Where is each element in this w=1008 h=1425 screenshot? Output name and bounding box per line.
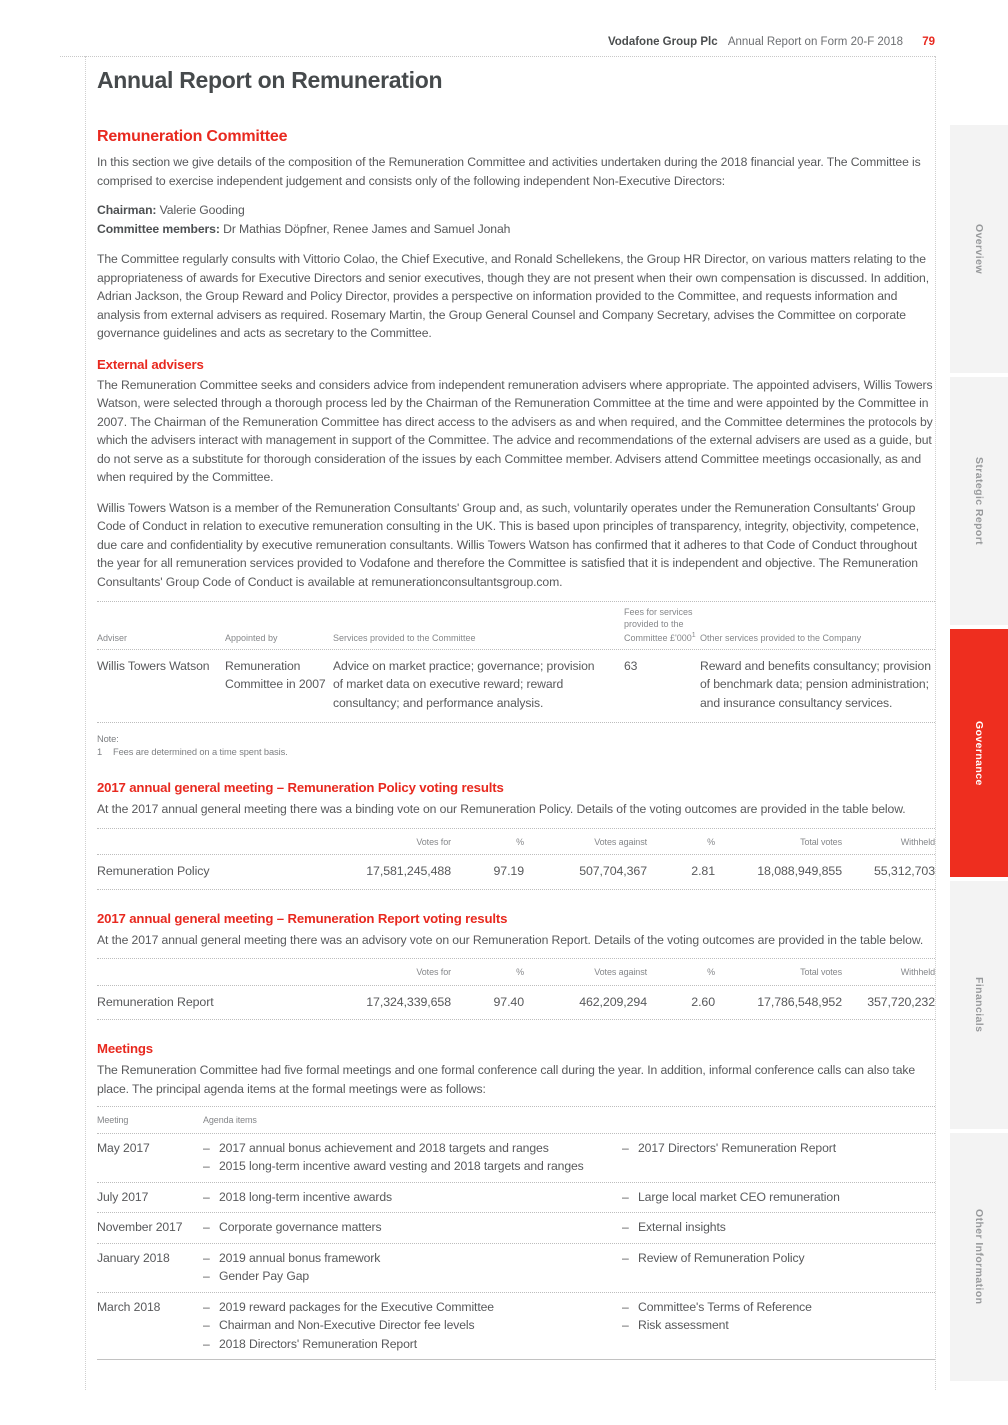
cell-votes-for: 17,324,339,658 — [366, 994, 451, 1009]
section-heading-policy-voting: 2017 annual general meeting – Remuneration Policy voting results — [97, 780, 504, 795]
sidebar-tab-label: Overview — [973, 224, 985, 274]
dash-bullet: – — [622, 1299, 629, 1314]
meeting-row-may-2017 — [97, 1134, 935, 1183]
chairman-line — [97, 201, 935, 220]
cell-other-services: Reward and benefits consultancy; provision of benchmark data; pension administration; and insurance consultancy services. — [700, 658, 931, 710]
meetings-table — [97, 1106, 935, 1360]
members-names: Dr Mathias Döpfner, Renee James and Samuel Jonah — [219, 221, 511, 236]
cell-meeting-date: May 2017 — [97, 1140, 150, 1155]
cell-agenda-right — [622, 1139, 935, 1176]
dash-bullet: – — [203, 1140, 210, 1155]
dash-bullet: – — [622, 1250, 629, 1265]
policy-voting-section — [97, 780, 935, 890]
report-voting-description: At the 2017 annual general meeting there was an advisory vote on our Remuneration Report. Details of the voting outcomes are provided in the table below. — [97, 932, 924, 947]
cell-agenda-right — [622, 1249, 935, 1286]
agenda-item: – Corporate governance matters — [203, 1218, 608, 1237]
agenda-item: – Risk assessment — [622, 1316, 935, 1335]
agenda-item: – 2019 annual bonus framework — [203, 1249, 608, 1268]
voting-table-row — [97, 855, 935, 890]
agenda-item: – Review of Remuneration Policy — [622, 1249, 935, 1268]
col-header-withheld: Withheld — [900, 967, 935, 977]
fees-footnote-ref: 1 — [691, 632, 696, 639]
col-header-blank — [622, 1111, 935, 1130]
agenda-item: – 2018 long-term incentive awards — [203, 1188, 608, 1207]
col-header-votes-for: Votes for — [416, 836, 451, 847]
cell-agenda-right — [622, 1218, 935, 1237]
cell-votes-against: 462,209,294 — [579, 994, 647, 1009]
note-number: 1 — [97, 747, 103, 757]
col-header-meeting: Meeting — [97, 1115, 129, 1125]
cell-agenda-left — [203, 1249, 622, 1286]
voting-table-row — [97, 986, 935, 1021]
col-header-percent-against: % — [707, 967, 715, 977]
col-header-blank — [97, 833, 287, 852]
chairman-name: Valerie Gooding — [156, 203, 245, 217]
col-header-adviser: Adviser — [97, 633, 128, 643]
col-header-blank — [97, 963, 287, 982]
cell-withheld: 357,720,232 — [867, 994, 935, 1009]
col-header-other-services: Other services provided to the Company — [700, 633, 862, 643]
col-header-percent-against: % — [707, 836, 715, 847]
col-header-total-votes: Total votes — [800, 836, 842, 847]
meeting-row-july-2017 — [97, 1183, 935, 1214]
sidebar-tab-label: Other Information — [973, 1209, 985, 1305]
sidebar-tab-governance[interactable] — [950, 629, 1008, 877]
section-heading-remuneration-committee: Remuneration Committee — [97, 128, 288, 145]
cell-percent-against: 2.81 — [691, 864, 715, 878]
cell-total-votes: 18,088,949,855 — [757, 864, 842, 878]
external-advisers-paragraph-2: Willis Towers Watson is a member of the Remuneration Consultants' Group and, as such, voluntarily operates under the Remuneration Consultants' Group Code of Conduct in relation to executive remuneration consulting in the UK. This is based upon principles of transparency, integrity, objectivity, competence, due care and confidentiality by executive remuneration consultants. Willis Towers Watson has confirmed that it adheres to that Code of Conduct throughout the year for all remuneration services provided to Vodafone and therefore the Committee is satisfied that it is independent and objective. The Remuneration Consultants' Group Code of Conduct is available at remunerationconsultantsgroup.com. — [97, 500, 919, 589]
table-note — [97, 733, 935, 759]
dash-bullet: – — [203, 1299, 210, 1314]
dash-bullet: – — [203, 1220, 210, 1234]
section-heading-meetings: Meetings — [97, 1041, 153, 1056]
col-header-votes-against: Votes against — [594, 836, 647, 847]
col-header-total-votes: Total votes — [800, 967, 842, 977]
agenda-item: – Committee's Terms of Reference — [622, 1298, 935, 1317]
agenda-item: – External insights — [622, 1218, 935, 1237]
cell-meeting-date: January 2018 — [97, 1250, 170, 1265]
cell-agenda-right — [622, 1298, 935, 1354]
cell-percent-against: 2.60 — [691, 994, 715, 1009]
adviser-table-header-row — [97, 602, 935, 650]
committee-consultation-paragraph: The Committee regularly consults with Vittorio Colao, the Chief Executive, and Ronald Schellekens, the Group HR Director, on various matters relating to the appropriateness of awards for Executive Directors and senior executives, though they are not present when their own compensation is discussed. In addition, Adrian Jackson, the Group Reward and Policy Director, provides a perspective on information provided to the Committee, and requests information and analysis from external advisers as required. Rosemary Martin, the Group General Counsel and Company Secretary, advises the Committee on corporate governance guidelines and acts as secretary to the Committee. — [97, 252, 930, 340]
dash-bullet: – — [622, 1220, 629, 1234]
members-line — [97, 220, 935, 239]
cell-meeting-date: November 2017 — [97, 1220, 183, 1234]
meetings-table-header-row — [97, 1106, 935, 1134]
col-header-percent-for: % — [516, 967, 524, 977]
external-advisers-paragraph-1: The Remuneration Committee seeks and considers advice from independent remuneration advisers where appropriate. The appointed advisers, Willis Towers Watson, were selected through a thorough process led by the Chairman of the Remuneration Committee at the time and were appointed by the Committee in 2007. The Chairman of the Remuneration Committee has direct access to the advisers as and when required, and the Committee determines the protocols by which the advisers interact with management in support of the Committee. The advice and recommendations of the external advisers are used as a guide, but do not serve as a substitute for thorough consideration of the issues by each Committee member. Advisers attend Committee meetings occasionally, as and when required by the Committee. — [97, 377, 933, 484]
cell-withheld: 55,312,703 — [873, 864, 935, 878]
col-header-fees: Fees for services provided to the Committee $£'000^1$ — [624, 607, 696, 643]
page-title: Annual Report on Remuneration — [97, 67, 443, 93]
policy-voting-description: At the 2017 annual general meeting there was a binding vote on our Remuneration Policy. Details of the voting outcomes are provided in the table below. — [97, 802, 906, 816]
sidebar-tab-financials[interactable] — [950, 881, 1008, 1129]
adviser-table-row — [97, 650, 935, 724]
agenda-item: – 2018 Directors' Remuneration Report — [203, 1335, 608, 1354]
dash-bullet: – — [203, 1318, 210, 1332]
agenda-item: – Gender Pay Gap — [203, 1267, 608, 1286]
cell-appointed-by: Remuneration Committee in 2007 — [225, 658, 326, 691]
page-header — [608, 36, 935, 48]
cell-percent-for: 97.40 — [493, 994, 524, 1009]
meeting-row-march-2018 — [97, 1293, 935, 1361]
sidebar-tab-label: Governance — [973, 720, 985, 786]
cell-agenda-left — [203, 1188, 622, 1207]
col-header-appointed-by: Appointed by — [225, 633, 278, 643]
note-label: Note: — [97, 734, 119, 744]
note-item — [97, 746, 935, 759]
cell-fees: 63 — [624, 658, 638, 673]
col-header-votes-against: Votes against — [594, 967, 647, 977]
note-text: Fees are determined on a time spent basis. — [113, 747, 288, 757]
cell-row-label: Remuneration Policy — [97, 864, 210, 878]
voting-table-header-row — [97, 828, 935, 856]
committee-membership — [97, 201, 935, 238]
dash-bullet: – — [622, 1140, 629, 1155]
committee-intro-paragraph: In this section we give details of the composition of the Remuneration Committee and activities undertaken during the 2018 financial year. The Committee is comprised to exercise independent judgement and consists only of the following independent Non-Executive Directors: — [97, 155, 921, 188]
col-header-percent-for: % — [516, 836, 524, 847]
sidebar-tab-strategic-report[interactable] — [950, 377, 1008, 625]
page-frame-right — [935, 56, 936, 1390]
dash-bullet: – — [203, 1250, 210, 1265]
meetings-section — [97, 1041, 935, 1360]
meeting-row-november-2017 — [97, 1213, 935, 1244]
page-number: 79 — [922, 36, 935, 48]
cell-services: Advice on market practice; governance; provision of market data on executive reward; reward consultancy; and performance analysis. — [333, 658, 595, 710]
chairman-label: Chairman: — [97, 203, 157, 217]
dash-bullet: – — [203, 1336, 210, 1351]
cell-agenda-left — [203, 1298, 622, 1354]
section-heading-report-voting: 2017 annual general meeting – Remuneration Report voting results — [97, 910, 508, 926]
sidebar-tab-label: Strategic Report — [973, 456, 985, 546]
meeting-row-january-2018 — [97, 1244, 935, 1293]
cell-adviser: Willis Towers Watson — [97, 658, 210, 673]
page-frame-left — [85, 56, 86, 1390]
cell-row-label: Remuneration Report — [97, 994, 214, 1009]
section-heading-external-advisers: External advisers — [97, 356, 204, 372]
agenda-item: – 2019 reward packages for the Executive Committee — [203, 1298, 608, 1317]
cell-agenda-left — [203, 1139, 622, 1176]
voting-table-header-row — [97, 958, 935, 986]
sidebar-tab-other-information[interactable] — [950, 1133, 1008, 1381]
col-header-votes-for: Votes for — [416, 967, 451, 977]
report-name: Annual Report on Form 20-F 2018 — [727, 36, 903, 48]
agenda-item: – Large local market CEO remuneration — [622, 1188, 935, 1207]
dash-bullet: – — [203, 1189, 210, 1204]
policy-voting-table — [97, 828, 935, 890]
dash-bullet: – — [622, 1318, 629, 1332]
brand-name: Vodafone Group Plc — [607, 36, 718, 48]
col-header-agenda-items: Agenda items — [203, 1115, 257, 1125]
cell-total-votes: 17,786,548,952 — [757, 994, 842, 1009]
agenda-item: – 2017 annual bonus achievement and 2018 targets and ranges — [203, 1139, 608, 1158]
agenda-item: – 2015 long-term incentive award vesting and 2018 targets and ranges — [203, 1157, 608, 1176]
dash-bullet: – — [203, 1269, 210, 1283]
page-content — [97, 56, 935, 1360]
cell-percent-for: 97.19 — [493, 864, 524, 878]
cell-votes-against: 507,704,367 — [579, 864, 647, 878]
sidebar-tab-label: Financials — [973, 977, 985, 1033]
col-header-services: Services provided to the Committee — [333, 633, 476, 643]
members-label: Committee members: — [97, 221, 220, 236]
col-header-withheld: Withheld — [900, 836, 935, 847]
cell-votes-for: 17,581,245,488 — [366, 864, 451, 878]
dash-bullet: – — [622, 1189, 629, 1204]
cell-agenda-right — [622, 1188, 935, 1207]
cell-agenda-left — [203, 1218, 622, 1237]
dash-bullet: – — [203, 1159, 210, 1173]
cell-meeting-date: July 2017 — [97, 1189, 149, 1204]
report-voting-table — [97, 958, 935, 1020]
cell-meeting-date: March 2018 — [97, 1299, 161, 1314]
report-voting-section — [97, 911, 935, 1021]
agenda-item: – 2017 Directors' Remuneration Report — [622, 1139, 935, 1158]
meetings-description: The Remuneration Committee had five formal meetings and one formal conference call during the year. In addition, informal conference calls can also take place. The principal agenda items at the formal meetings were as follows: — [97, 1063, 916, 1096]
agenda-item: – Chairman and Non-Executive Director fee levels — [203, 1316, 608, 1335]
sidebar-tab-overview[interactable] — [950, 125, 1008, 373]
adviser-table — [97, 601, 935, 723]
